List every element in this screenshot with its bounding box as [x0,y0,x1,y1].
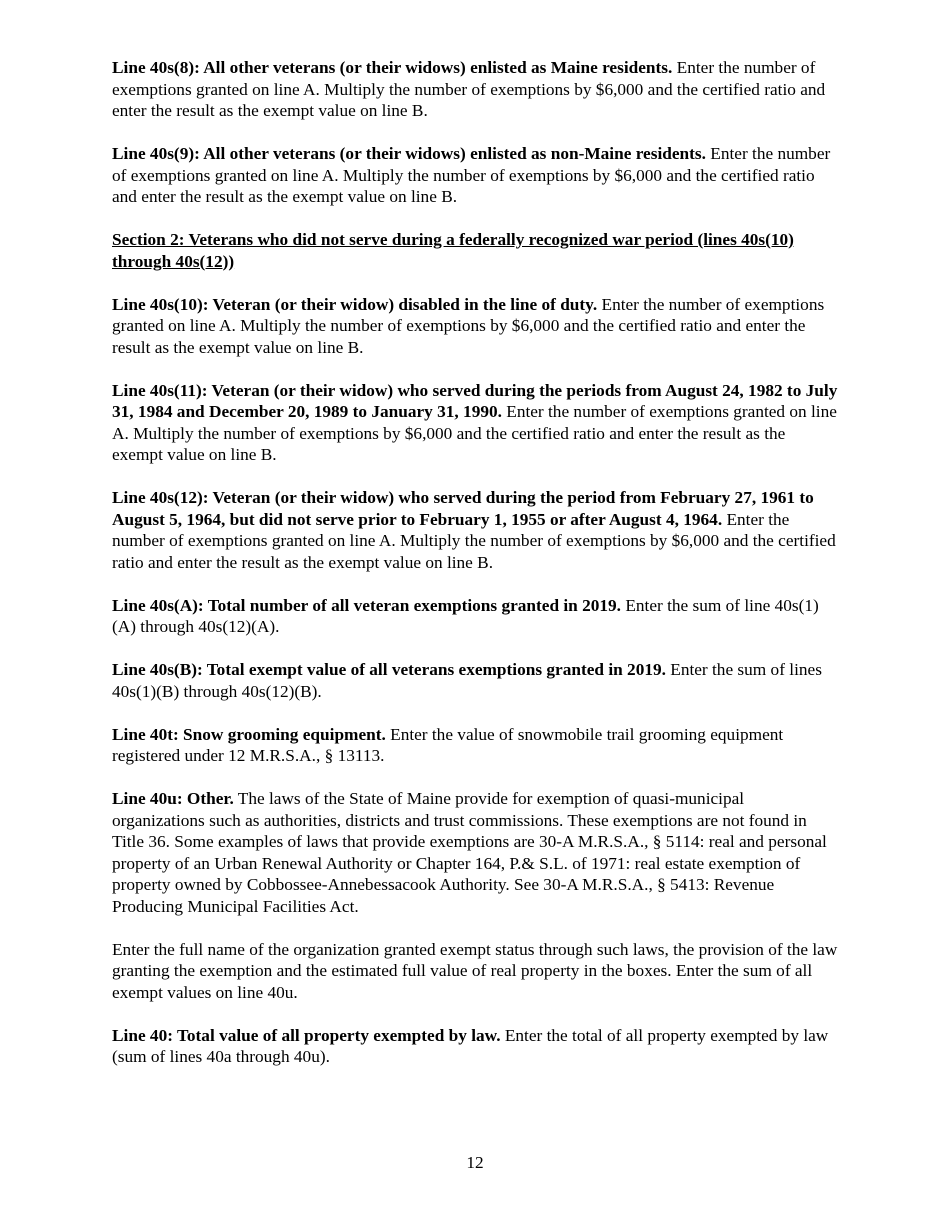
paragraph-body: Enter the total of all property exempted by law (sum of lines 40a through 40u). [112,1025,829,1066]
paragraph-line-40sA [112,595,840,638]
paragraph-heading: Line 40s(9): All other veterans (or their widows) enlisted as non-Maine residents. [112,144,706,163]
paragraph-heading: Line 40s(8): All other veterans (or their widows) enlisted as Maine residents. [112,58,673,77]
paragraph-heading: Line 40u: Other. [112,789,234,808]
paragraph-heading: Line 40s(A): Total number of all veteran exemptions granted in 2019. [112,595,621,615]
paragraph-line-40t [112,724,840,767]
paragraph-body: The laws of the State of Maine provide for exemption of quasi-municipal organizations such as authorities, districts and trust commissions. These exemptions are not found in Title 36. Some examples of laws that provide exemptions are 30-A M.R.S.A., § 5114: real and personal property of an Urban Renewal Authority or Chapter 164, P.& S.L. of 1971: real estate exemption of property owned by Cobbossee-Annebessacook Authority. See 30-A M.R.S.A., § 5413: Revenue Producing Municipal Facilities Act. [112,789,827,916]
paragraph-body: Enter the number of exemptions granted on line A. Multiply the number of exemptions by $6,000 and the certified ratio and enter the result as the exempt value on line B. [112,402,837,464]
paragraph-line-40sB [112,659,840,702]
paragraph-body: Enter the sum of line 40s(1)(A) through 40s(12)(A). [112,595,819,636]
section-2-heading: Section 2: Veterans who did not serve during a federally recognized war period (lines 40s(10) through 40s(12)) [112,230,794,271]
paragraph-heading: Line 40: Total value of all property exempted by law. [112,1025,501,1045]
paragraph-body: Enter the number of exemptions granted on line A. Multiply the number of exemptions by $6,000 and the certified ratio and enter the result as the exempt value on line B. [112,509,836,572]
paragraph-line-40s10 [112,294,840,359]
paragraph-line-40s12 [112,487,840,573]
paragraph-line-40u-instructions [112,939,840,1004]
page-number: 12 [466,1153,484,1172]
paragraph-body: Enter the number of exemptions granted on line A. Multiply the number of exemptions by $6,000 and the certified ratio and enter the result as the exempt value on line B. [112,58,826,120]
paragraph-heading: Line 40s(11): Veteran (or their widow) who served during the periods from August 24, 1982 to July 31, 1984 and December 20, 1989 to January 31, 1990. [112,380,838,421]
paragraph-heading: Line 40s(10): Veteran (or their widow) disabled in the line of duty. [112,294,598,314]
paragraph-line-40 [112,1025,840,1068]
paragraph-heading: Line 40s(B): Total exempt value of all veterans exemptions granted in 2019. [112,660,666,679]
paragraph-body: Enter the sum of lines 40s(1)(B) through 40s(12)(B). [112,660,822,701]
paragraph-body: Enter the full name of the organization granted exempt status through such laws, the provision of the law granting the exemption and the estimated full value of real property in the boxes. Enter the sum of all exempt values on line 40u. [112,939,838,1002]
paragraph-body: Enter the value of snowmobile trail grooming equipment registered under 12 M.R.S.A., § 13113. [112,724,784,765]
paragraph-heading: Line 40t: Snow grooming equipment. [112,724,386,744]
paragraph-line-40s9 [112,143,840,208]
paragraph-body: Enter the number of exemptions granted on line A. Multiply the number of exemptions by $6,000 and the certified ratio and enter the result as the exempt value on line B. [112,294,825,357]
paragraph-heading: Line 40s(12): Veteran (or their widow) who served during the period from February 27, 1961 to August 5, 1964, but did not serve prior to February 1, 1955 or after August 4, 1964. [112,488,814,529]
paragraph-line-40s8 [112,57,840,122]
paragraph-line-40u [112,788,840,917]
paragraph-body: Enter the number of exemptions granted on line A. Multiply the number of exemptions by $6,000 and the certified ratio and enter the result as the exempt value on line B. [112,144,831,206]
paragraph-line-40s11 [112,380,840,466]
